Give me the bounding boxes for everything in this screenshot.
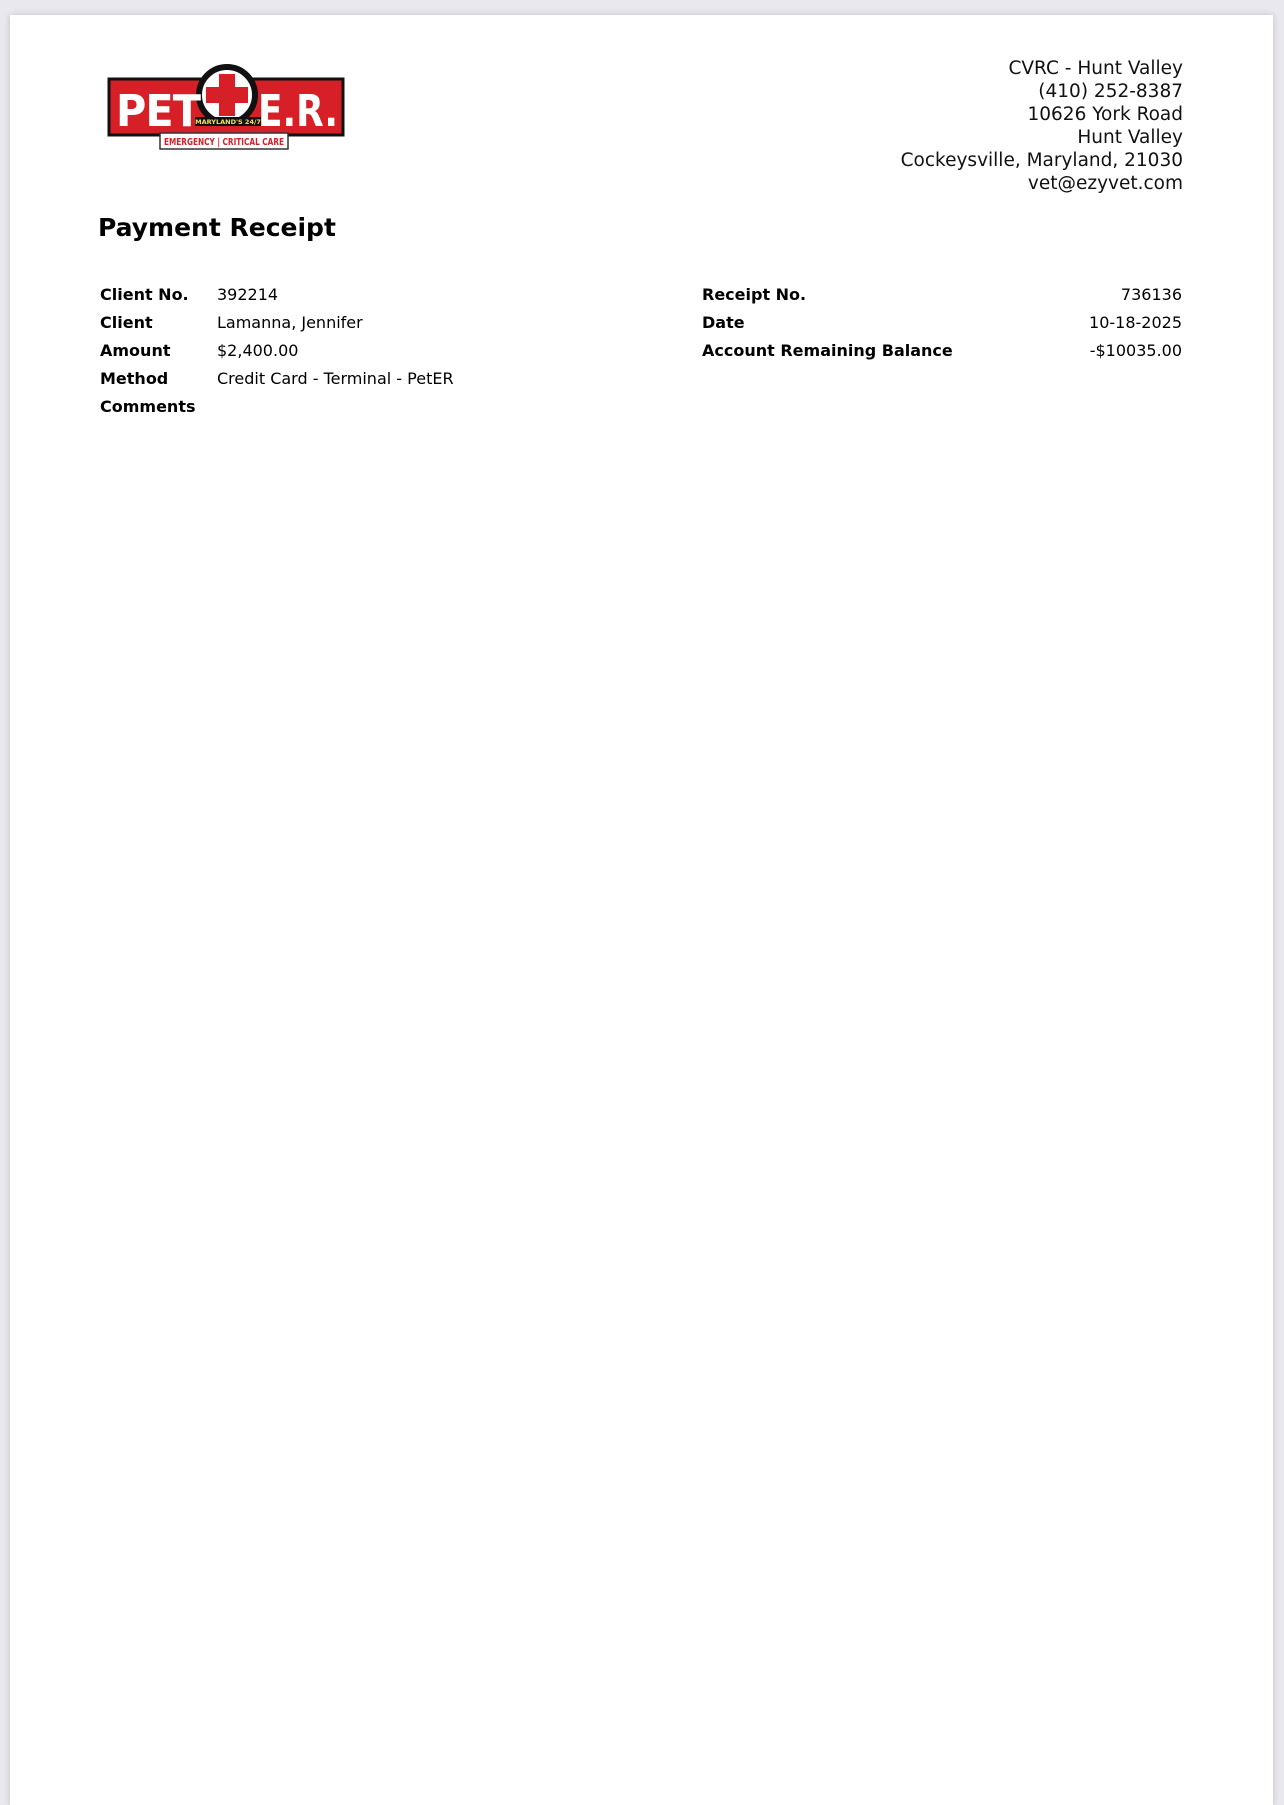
field-row-comments [100, 393, 620, 421]
field-label: Client No. [100, 285, 189, 304]
field-value: 392214 [217, 285, 279, 304]
page-title: Payment Receipt [98, 213, 336, 242]
logo-cross-horizontal [206, 87, 248, 103]
field-value: Credit Card - Terminal - PetER [217, 369, 454, 388]
logo-subtitle: EMERGENCY | CRITICAL CARE [164, 137, 284, 148]
clinic-area: Hunt Valley [1077, 127, 1183, 148]
clinic-name: CVRC - Hunt Valley [1008, 58, 1183, 79]
receipt-page [10, 15, 1273, 1805]
field-value: -$10035.00 [1089, 341, 1182, 360]
field-label: Client [100, 313, 153, 332]
clinic-address-block [901, 57, 1183, 195]
field-label: Method [100, 369, 169, 388]
field-row-client [100, 309, 620, 337]
logo-text-er: E.R. [258, 86, 338, 137]
field-label: Date [702, 313, 745, 332]
field-row-method [100, 365, 620, 393]
clinic-city-line: Cockeysville, Maryland, 21030 [900, 150, 1183, 171]
clinic-phone: (410) 252-8387 [1038, 81, 1183, 102]
clinic-street: 10626 York Road [1027, 104, 1183, 125]
field-row-amount [100, 337, 620, 365]
field-value: $2,400.00 [217, 341, 299, 360]
logo-tagline: MARYLAND'S 24/7 [195, 118, 261, 126]
receipt-left-details [100, 281, 620, 421]
field-label: Receipt No. [702, 285, 807, 304]
field-value: 10-18-2025 [1089, 313, 1182, 332]
field-row-date [702, 309, 1182, 337]
field-label: Account Remaining Balance [702, 341, 953, 360]
field-row-client-no [100, 281, 620, 309]
field-label: Amount [100, 341, 171, 360]
field-label: Comments [100, 397, 196, 416]
pet-er-logo [108, 59, 346, 151]
logo-text-pet: PET [116, 86, 201, 137]
field-value: 736136 [1120, 285, 1182, 304]
field-row-receipt-no [702, 281, 1182, 309]
receipt-right-details [702, 281, 1182, 365]
field-row-remaining-balance [702, 337, 1182, 365]
field-value: Lamanna, Jennifer [217, 313, 363, 332]
clinic-email: vet@ezyvet.com [1027, 173, 1183, 194]
